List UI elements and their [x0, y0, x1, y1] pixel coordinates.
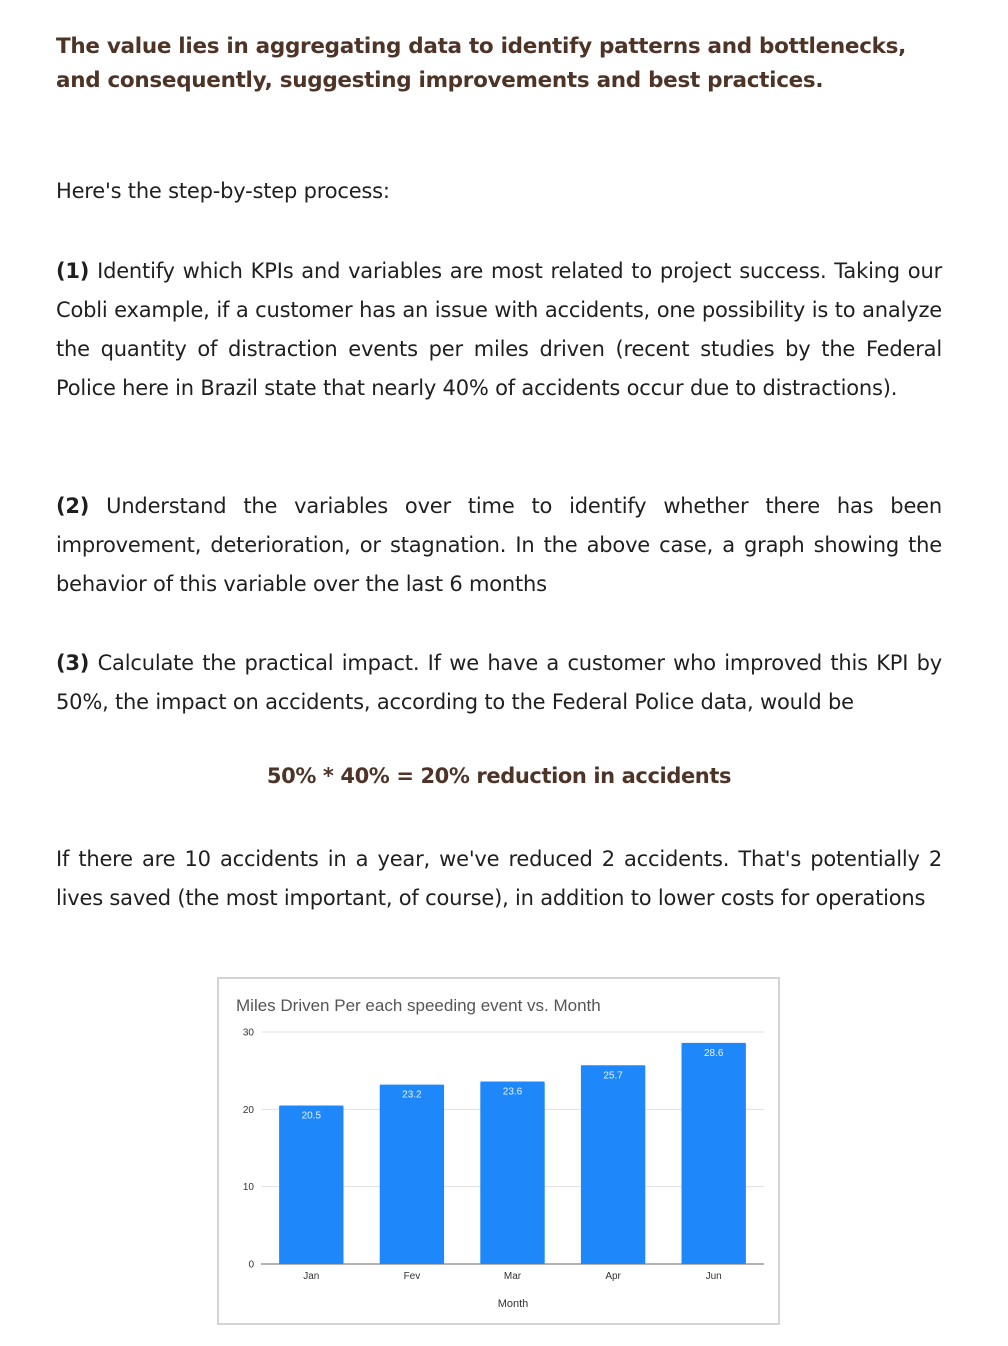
- y-tick-label: 0: [248, 1259, 254, 1271]
- bar-fev: [380, 1085, 444, 1264]
- step-3-text: Calculate the practical impact. If we have a customer who improved this KPI by 50%, the impact on accidents, according to the Federal Police data, would be: [56, 651, 942, 714]
- step-2-number: (2): [56, 494, 90, 518]
- chart-svg: [219, 979, 778, 1323]
- y-tick-label: 20: [242, 1104, 254, 1116]
- x-axis-label: Month: [497, 1298, 529, 1310]
- data-label: 23.6: [502, 1086, 523, 1098]
- bar-apr: [581, 1065, 645, 1264]
- step-3-number: (3): [56, 651, 90, 675]
- data-label: 28.6: [703, 1047, 724, 1059]
- data-label: 20.5: [301, 1110, 322, 1122]
- y-tick-label: 30: [242, 1027, 254, 1039]
- bar-jun: [682, 1043, 746, 1264]
- headline: The value lies in aggregating data to identify patterns and bottlenecks, and consequently, suggesting improvements and best practices.: [56, 34, 907, 93]
- data-label: 23.2: [402, 1089, 422, 1101]
- step-3: [56, 644, 942, 722]
- x-tick-label: Apr: [605, 1271, 621, 1282]
- bar-mar: [480, 1081, 544, 1264]
- bar-chart: [217, 977, 780, 1325]
- step-1-text: Identify which KPIs and variables are most related to project success. Taking our Cobli example, if a customer has an issue with accidents, one possibility is to analyze the quantity of distraction events per miles driven (recent studies by the Federal Police here in Brazil state that nearly 40% of accidents occur due to distractions).: [56, 259, 942, 400]
- intro-text: Here's the step-by-step process:: [56, 179, 390, 203]
- data-label: 25.7: [603, 1070, 623, 1082]
- bar-jan: [279, 1105, 343, 1264]
- x-tick-label: Mar: [503, 1271, 522, 1282]
- step-1: [56, 252, 942, 408]
- y-tick-label: 10: [242, 1182, 254, 1194]
- x-tick-label: Jun: [705, 1271, 722, 1282]
- conclusion-text: If there are 10 accidents in a year, we've reduced 2 accidents. That's potentially 2 lives saved (the most important, of course), in addition to lower costs for operations: [56, 847, 942, 910]
- x-tick-label: Jan: [303, 1271, 320, 1282]
- formula: 50% * 40% = 20% reduction in accidents: [266, 764, 732, 788]
- step-2: [56, 487, 942, 604]
- step-2-text: Understand the variables over time to identify whether there has been improvement, deterioration, or stagnation. In the above case, a graph showing the behavior of this variable over the last 6 months: [56, 494, 942, 596]
- step-1-number: (1): [56, 259, 90, 283]
- chart-title: Miles Driven Per each speeding event vs. Month: [236, 996, 601, 1015]
- x-tick-label: Fev: [403, 1271, 421, 1282]
